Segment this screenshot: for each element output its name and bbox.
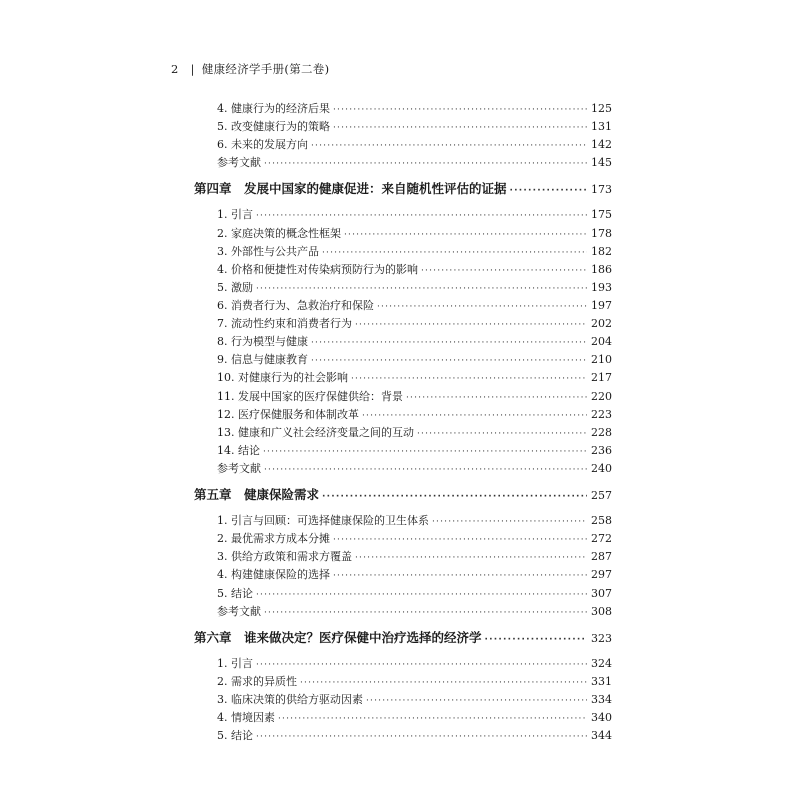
toc-section-entry — [217, 587, 612, 602]
toc-entry-title: 3. 临床决策的供给方驱动因素 — [217, 693, 363, 706]
toc-page-number: 125 — [591, 102, 612, 115]
toc-entry-title: 参考文献 — [217, 156, 261, 169]
toc-section-entry — [217, 532, 612, 547]
toc-section-entry — [217, 120, 612, 135]
toc-page-number: 272 — [591, 532, 612, 545]
toc-chapter-entry — [194, 488, 612, 504]
toc-section-entry — [217, 227, 612, 242]
toc-page-number: 193 — [591, 281, 612, 294]
toc-section-entry — [217, 729, 612, 744]
toc-page-number: 308 — [591, 605, 612, 618]
toc-page-number: 307 — [591, 587, 612, 600]
toc-page-number: 145 — [591, 156, 612, 169]
dot-leader — [333, 533, 587, 547]
toc-entry-title: 参考文献 — [217, 605, 261, 618]
toc-section-entry — [217, 711, 612, 726]
toc-entry-title: 第六章 谁来做决定？医疗保健中治疗选择的经济学 — [194, 630, 482, 645]
dot-leader — [333, 121, 587, 135]
toc-page-number: 287 — [591, 550, 612, 563]
toc-section-entry — [217, 245, 612, 260]
toc-entry-title: 9. 信息与健康教育 — [217, 353, 308, 366]
dot-leader — [344, 228, 587, 242]
dot-leader — [417, 427, 587, 441]
toc-entry-title: 4. 价格和便捷性对传染病预防行为的影响 — [217, 263, 418, 276]
dot-leader — [322, 490, 587, 504]
dot-leader — [256, 282, 587, 296]
toc-section-entry — [217, 657, 612, 672]
toc-page-number: 240 — [591, 462, 612, 475]
toc-entry-title: 10. 对健康行为的社会影响 — [217, 371, 348, 384]
toc-page-number: 142 — [591, 138, 612, 151]
toc-section-entry — [217, 208, 612, 223]
toc-entry-title: 第五章 健康保险需求 — [194, 487, 320, 502]
toc-page-number: 220 — [591, 390, 612, 403]
dot-leader — [263, 445, 587, 459]
dot-leader — [311, 139, 587, 153]
toc-page-number: 236 — [591, 444, 612, 457]
toc-entry-title: 12. 医疗保健服务和体制改革 — [217, 408, 359, 421]
dot-leader — [300, 676, 587, 690]
dot-leader — [351, 372, 587, 386]
toc-section-entry — [217, 156, 612, 171]
toc-entry-title: 7. 流动性约束和消费者行为 — [217, 317, 352, 330]
toc-page-number: 202 — [591, 317, 612, 330]
dot-leader — [311, 354, 587, 368]
toc-entry-title: 2. 家庭决策的概念性框架 — [217, 227, 341, 240]
toc-page-number: 344 — [591, 729, 612, 742]
toc-entry-title: 2. 最优需求方成本分摊 — [217, 532, 330, 545]
toc-entry-title: 6. 未来的发展方向 — [217, 138, 308, 151]
toc-entry-title: 参考文献 — [217, 462, 261, 475]
toc-chapter-entry — [194, 182, 612, 198]
dot-leader — [510, 184, 587, 198]
dot-leader — [362, 409, 587, 423]
toc-entry-title: 13. 健康和广义社会经济变量之间的互动 — [217, 426, 414, 439]
dot-leader — [256, 209, 587, 223]
toc-section-entry — [217, 550, 612, 565]
toc-page-number: 178 — [591, 227, 612, 240]
dot-leader — [278, 712, 587, 726]
toc-section-entry — [217, 353, 612, 368]
toc-entry-title: 1. 引言 — [217, 208, 253, 221]
toc-entry-title: 8. 行为模型与健康 — [217, 335, 308, 348]
toc-page-number: 331 — [591, 675, 612, 688]
dot-leader — [485, 633, 587, 647]
toc-section-entry — [217, 281, 612, 296]
toc-section-entry — [217, 299, 612, 314]
toc-page-number: 186 — [591, 263, 612, 276]
dot-leader — [355, 551, 587, 565]
toc-entry-title: 14. 结论 — [217, 444, 260, 457]
toc-section-entry — [217, 568, 612, 583]
toc-entry-title: 6. 消费者行为、急救治疗和保险 — [217, 299, 374, 312]
toc-page-number: 223 — [591, 408, 612, 421]
toc-page-number: 131 — [591, 120, 612, 133]
toc-entry-title: 4. 构建健康保险的选择 — [217, 568, 330, 581]
dot-leader — [264, 157, 587, 171]
dot-leader — [432, 515, 587, 529]
dot-leader — [366, 694, 587, 708]
header-separator: | — [190, 62, 195, 76]
book-title: 健康经济学手册(第二卷) — [201, 62, 330, 76]
toc-entry-title: 4. 情境因素 — [217, 711, 275, 724]
toc-entry-title: 5. 激励 — [217, 281, 253, 294]
toc-page-number: 217 — [591, 371, 612, 384]
toc-page-number: 297 — [591, 568, 612, 581]
dot-leader — [322, 246, 587, 260]
toc-page-number: 175 — [591, 208, 612, 221]
dot-leader — [421, 264, 587, 278]
dot-leader — [406, 391, 587, 405]
dot-leader — [264, 606, 587, 620]
toc-entry-title: 第四章 发展中国家的健康促进：来自随机性评估的证据 — [194, 181, 507, 196]
toc-entry-title: 2. 需求的异质性 — [217, 675, 297, 688]
toc-page-number: 334 — [591, 693, 612, 706]
toc-entry-title: 1. 引言与回顾：可选择健康保险的卫生体系 — [217, 514, 429, 527]
toc-section-entry — [217, 263, 612, 278]
dot-leader — [355, 318, 587, 332]
toc-entry-title: 11. 发展中国家的医疗保健供给：背景 — [217, 390, 403, 403]
toc-entry-title: 3. 供给方政策和需求方覆盖 — [217, 550, 352, 563]
toc-section-entry — [217, 605, 612, 620]
toc-page-number: 197 — [591, 299, 612, 312]
toc-section-entry — [217, 426, 612, 441]
toc-page-number: 228 — [591, 426, 612, 439]
toc-page-number: 204 — [591, 335, 612, 348]
dot-leader — [256, 588, 587, 602]
toc-entry-title: 3. 外部性与公共产品 — [217, 245, 319, 258]
dot-leader — [256, 658, 587, 672]
toc-page-number: 258 — [591, 514, 612, 527]
toc-page-number: 324 — [591, 657, 612, 670]
dot-leader — [311, 336, 587, 350]
toc-page-number: 182 — [591, 245, 612, 258]
toc-section-entry — [217, 317, 612, 332]
toc-section-entry — [217, 514, 612, 529]
toc-section-entry — [217, 444, 612, 459]
toc-chapter-entry — [194, 631, 612, 647]
dot-leader — [264, 463, 587, 477]
toc-page-number: 340 — [591, 711, 612, 724]
dot-leader — [377, 300, 587, 314]
toc-section-entry — [217, 390, 612, 405]
dot-leader — [333, 569, 587, 583]
dot-leader — [333, 103, 587, 117]
toc-page-number: 257 — [591, 489, 612, 502]
toc-section-entry — [217, 371, 612, 386]
toc-page-number: 210 — [591, 353, 612, 366]
toc-entry-title: 5. 结论 — [217, 587, 253, 600]
toc-entry-title: 1. 引言 — [217, 657, 253, 670]
page-number: 2 — [171, 62, 179, 76]
toc-page-number: 173 — [591, 183, 612, 196]
dot-leader — [256, 730, 587, 744]
toc-entry-title: 5. 结论 — [217, 729, 253, 742]
toc-page-number: 323 — [591, 632, 612, 645]
toc-section-entry — [217, 462, 612, 477]
toc-entry-title: 5. 改变健康行为的策略 — [217, 120, 330, 133]
toc-section-entry — [217, 693, 612, 708]
toc-entry-title: 4. 健康行为的经济后果 — [217, 102, 330, 115]
toc-section-entry — [217, 138, 612, 153]
toc-section-entry — [217, 408, 612, 423]
toc-section-entry — [217, 335, 612, 350]
toc-section-entry — [217, 102, 612, 117]
toc-section-entry — [217, 675, 612, 690]
